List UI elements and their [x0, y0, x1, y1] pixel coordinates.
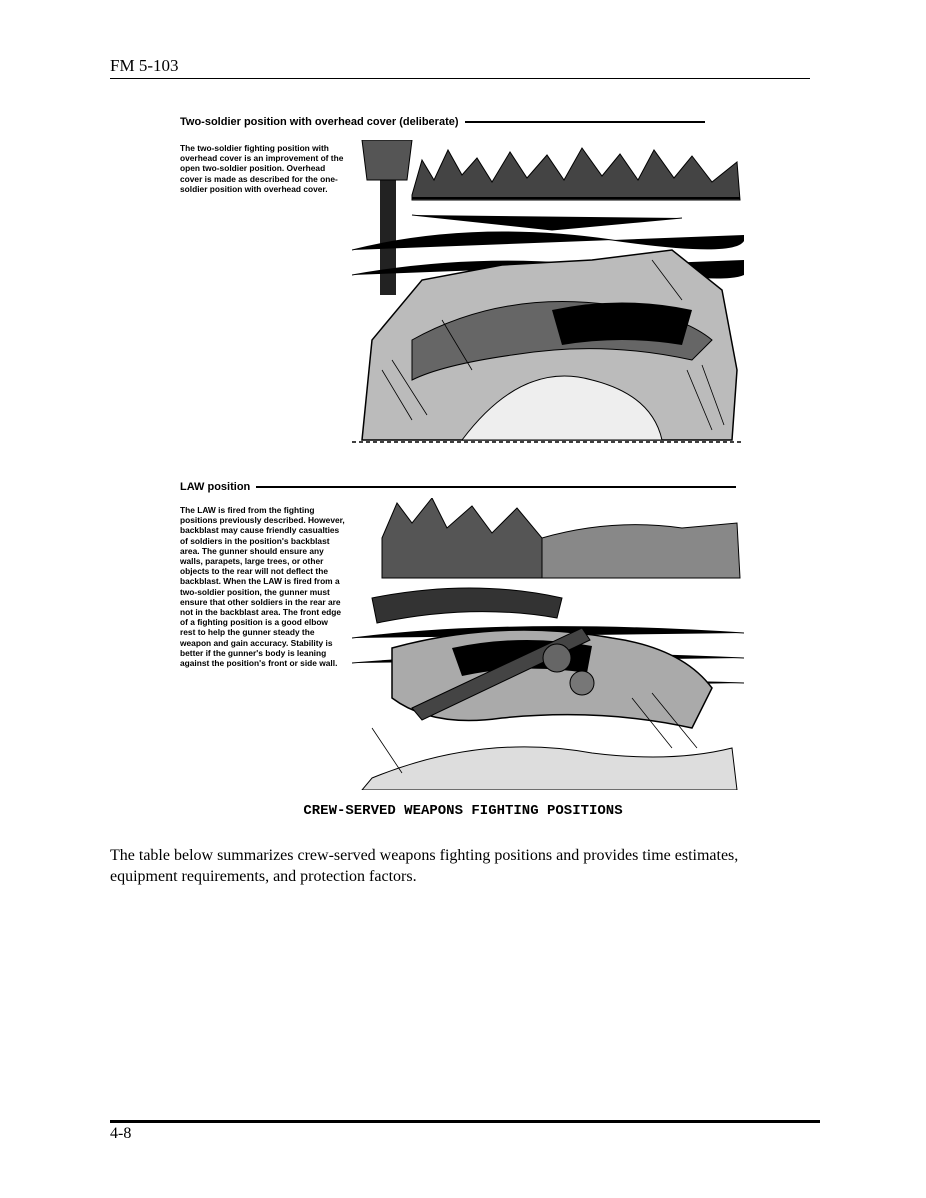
footer-rule [110, 1120, 820, 1123]
section-title-overhead-cover [180, 116, 705, 128]
section-description-law-position: The LAW is fired from the fighting positions previously described. However, backblast may cause friendly casualties of soldiers in the position's backblast area. The gunner should ensure any walls, parapets, large trees, or other objects to the rear will not deflect the backblast. When the LAW is fired from a two-soldier position, the gunner must ensure that other soldiers in the rear are not in the backblast area. The front edge of a fighting position is a good elbow rest to help the gunner steady the weapon and gain accuracy. Stability is better if the gunner's body is leaning against the position's front or side wall. [180, 505, 345, 669]
section-title-text: Two-soldier position with overhead cover (deliberate) [180, 116, 459, 128]
body-paragraph: The table below summarizes crew-served weapons fighting positions and provides time estimates, equipment requirements, and protection factors. [110, 847, 739, 885]
title-rule [465, 121, 705, 123]
title-rule [256, 486, 736, 488]
law-position-illustration [352, 498, 744, 790]
section-title-text: LAW position [180, 481, 251, 493]
section-description-overhead-cover: The two-soldier fighting position with overhead cover is an improvement of the open two-soldier position. Overhead cover is made as described for the one-soldier position with overhead cover. [180, 143, 344, 194]
page-number: 4-8 [110, 1125, 132, 1142]
running-header [110, 56, 810, 79]
header-text: FM 5-103 [110, 56, 179, 75]
two-soldier-position-illustration [352, 140, 744, 446]
section-title-law-position [180, 481, 736, 493]
section-caption: CREW-SERVED WEAPONS FIGHTING POSITIONS [303, 803, 623, 819]
